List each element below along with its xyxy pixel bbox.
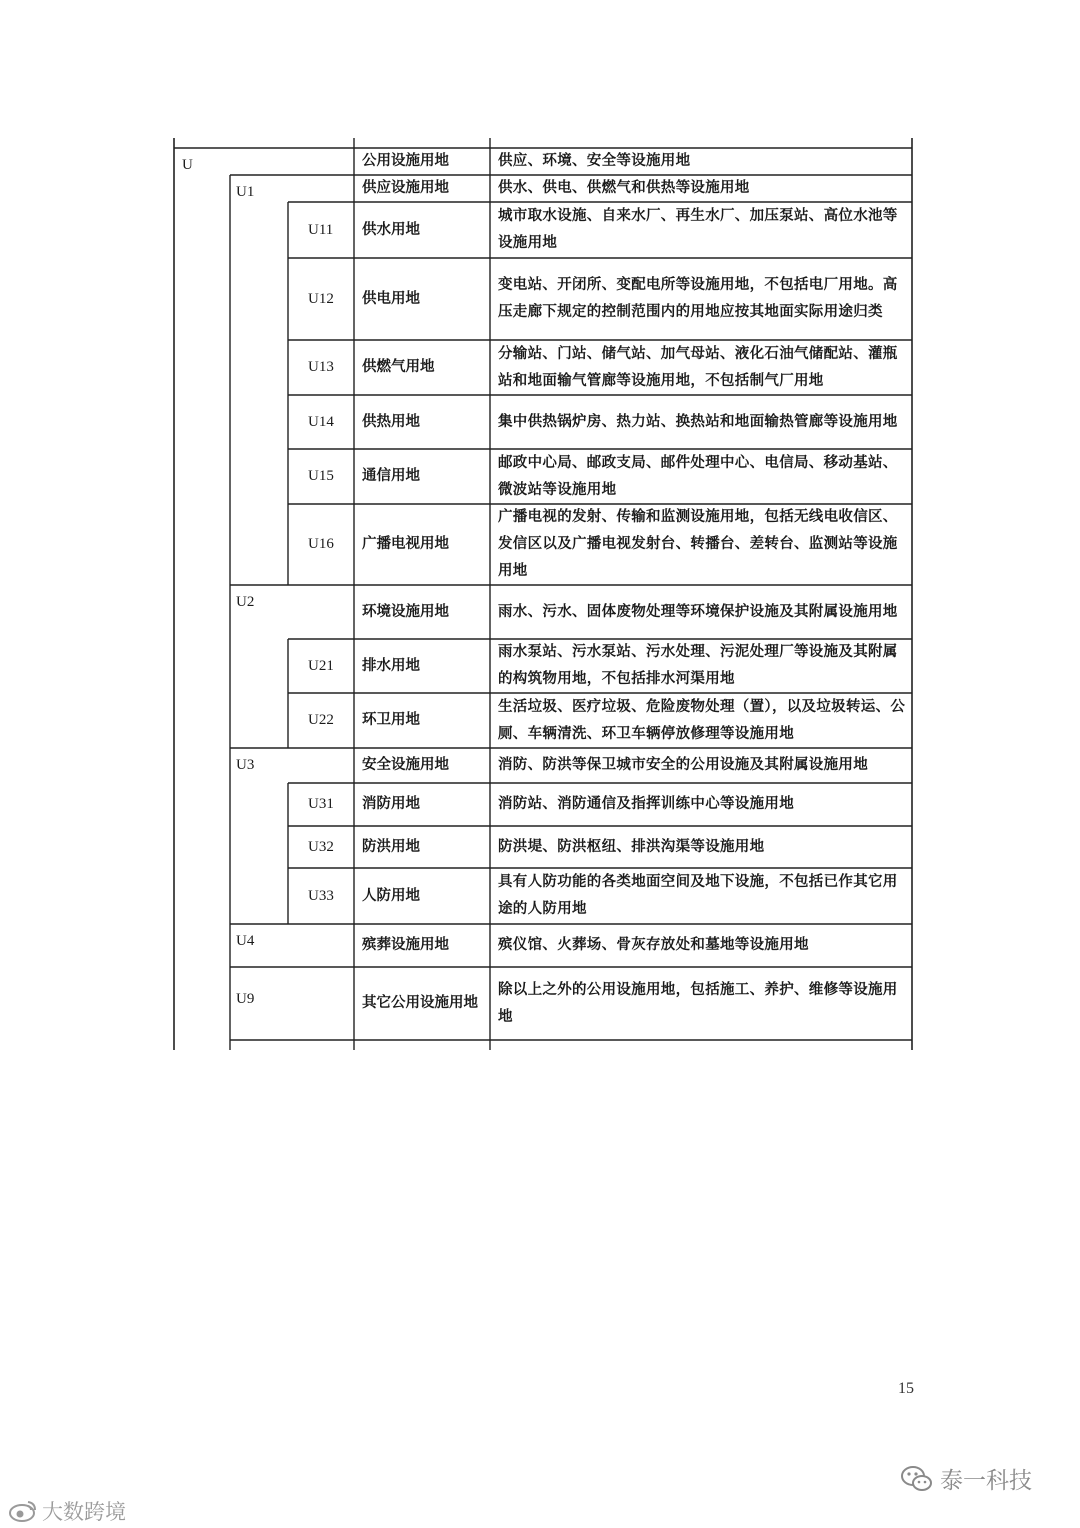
land-use-description: 防洪堤、防洪枢纽、排洪沟渠等设施用地 [498, 838, 765, 855]
minor-code: U32 [308, 838, 334, 855]
land-use-name: 排水用地 [362, 657, 420, 674]
medium-code: U1 [236, 184, 255, 200]
land-use-name: 殡葬设施用地 [362, 937, 449, 953]
land-use-name: 环卫用地 [362, 712, 420, 728]
wechat-icon [900, 1464, 934, 1494]
watermark-left-text: 大数跨境 [42, 1500, 126, 1524]
medium-code: U2 [236, 594, 255, 610]
medium-code: U9 [236, 991, 255, 1007]
land-use-description: 雨水泵站、污水泵站、污水处理、污泥处理厂等设施及其附属的构筑物用地，不包括排水河渠用地 [498, 644, 898, 687]
minor-code: U22 [308, 712, 334, 728]
land-use-name: 人防用地 [362, 887, 420, 904]
land-use-description: 集中供热锅炉房、热力站、换热站和地面输热管廊等设施用地 [498, 413, 898, 430]
weibo-eye-icon [8, 1498, 38, 1524]
watermark-right-text: 泰一科技 [940, 1468, 1032, 1494]
major-code: U [182, 157, 193, 173]
medium-code: U4 [236, 933, 255, 949]
land-use-description: 生活垃圾、医疗垃圾、危险废物处理（置），以及垃圾转运、公厕、车辆清洗、环卫车辆停放修理等设施用地 [498, 698, 906, 742]
minor-code: U13 [308, 359, 334, 375]
land-use-description: 殡仪馆、火葬场、骨灰存放处和墓地等设施用地 [498, 937, 809, 953]
land-use-name: 消防用地 [362, 796, 420, 812]
land-use-description: 城市取水设施、自来水厂、再生水厂、加压泵站、高位水池等设施用地 [498, 208, 898, 251]
land-use-description: 消防、防洪等保卫城市安全的公用设施及其附属设施用地 [498, 757, 868, 773]
land-use-description: 变电站、开闭所、变配电所等设施用地，不包括电厂用地。高压走廊下规定的控制范围内的用地应按其地面实际用途归类 [498, 277, 898, 320]
land-use-description: 除以上之外的公用设施用地，包括施工、养护、维修等设施用地 [498, 981, 898, 1025]
land-use-description: 供应、环境、安全等设施用地 [498, 153, 691, 169]
land-use-name: 供水用地 [362, 221, 420, 238]
minor-code: U33 [308, 887, 334, 904]
land-use-description: 分输站、门站、储气站、加气母站、液化石油气储配站、灌瓶站和地面输气管廊等设施用地，不包括制气厂用地 [498, 345, 898, 389]
land-use-name: 供热用地 [362, 413, 420, 430]
land-use-description: 邮政中心局、邮政支局、邮件处理中心、电信局、移动基站、微波站等设施用地 [498, 454, 898, 498]
land-use-name: 通信用地 [362, 468, 420, 484]
land-use-description: 雨水、污水、固体废物处理等环境保护设施及其附属设施用地 [498, 603, 898, 620]
land-use-name: 供电用地 [362, 290, 420, 307]
land-use-description: 具有人防功能的各类地面空间及地下设施，不包括已作其它用途的人防用地 [498, 874, 898, 917]
minor-code: U31 [308, 796, 334, 812]
land-use-description: 供水、供电、供燃气和供热等设施用地 [498, 180, 750, 196]
minor-code: U12 [308, 290, 334, 307]
land-use-description: 消防站、消防通信及指挥训练中心等设施用地 [498, 796, 794, 812]
minor-code: U21 [308, 657, 334, 674]
land-use-name: 安全设施用地 [362, 757, 449, 773]
land-use-description: 广播电视的发射、传输和监测设施用地，包括无线电收信区、发信区以及广播电视发射台、转播台、差转台、监测站等设施用地 [498, 509, 898, 579]
land-use-name: 环境设施用地 [362, 603, 449, 620]
minor-code: U14 [308, 413, 334, 430]
land-use-name: 供燃气用地 [362, 359, 435, 375]
land-use-table [174, 138, 914, 1050]
land-use-name: 广播电视用地 [362, 536, 449, 552]
land-use-name: 防洪用地 [362, 838, 420, 855]
minor-code: U15 [308, 468, 334, 484]
land-use-name: 供应设施用地 [362, 180, 449, 196]
medium-code: U3 [236, 757, 255, 773]
page-number: 15 [898, 1380, 914, 1397]
watermark-right [900, 1462, 1032, 1495]
minor-code: U16 [308, 536, 334, 552]
land-use-name: 公用设施用地 [362, 153, 449, 169]
minor-code: U11 [308, 221, 334, 238]
watermark-left [8, 1496, 126, 1526]
land-use-name: 其它公用设施用地 [362, 995, 478, 1011]
